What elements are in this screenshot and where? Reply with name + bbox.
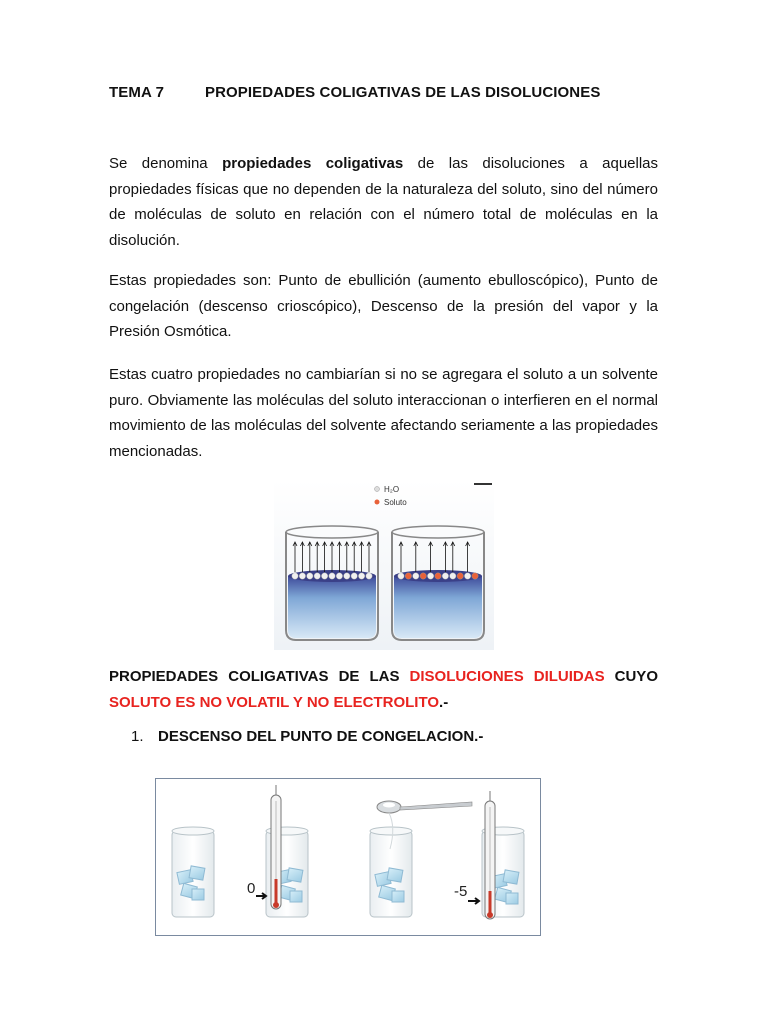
solute-legend-label: Soluto [384, 498, 407, 507]
freezing-illustration [156, 779, 540, 935]
water-particle [336, 573, 342, 579]
h2o-legend-dot [375, 487, 380, 492]
solute-legend-dot [375, 500, 380, 505]
beakers-figure [274, 480, 494, 650]
water-particle [450, 573, 456, 579]
h2o-legend-label: H₂O [384, 485, 400, 494]
paragraph-properties: Estas propiedades son: Punto de ebullición (aumento ebulloscópico), Punto de congelación (descenso crioscópico), Descenso de la presión del vapor y la Presión Osmótica. [109, 272, 658, 340]
water-particle [344, 573, 350, 579]
arrow-icon [468, 898, 479, 904]
spoon-icon [377, 801, 472, 813]
paragraph-definition [109, 151, 658, 253]
solute-particle [420, 573, 426, 579]
water-particle [351, 573, 357, 579]
water-particle [398, 573, 404, 579]
heading-text: PROPIEDADES COLIGATIVAS DE LAS [109, 668, 410, 685]
water-particle [292, 573, 298, 579]
water-particle [413, 573, 419, 579]
page-title [109, 84, 600, 101]
paragraph-explanation: Estas cuatro propiedades no cambiarían si no se agregara el soluto a un solvente puro. Obviamente las moléculas del soluto interaccionan o interfieren en el normal movimiento de las moléculas del solvente afectando seriamente a las propiedades mencionadas. [109, 366, 658, 460]
list-number: 1. [131, 728, 144, 745]
water-particle [442, 573, 448, 579]
solute-particle [405, 573, 411, 579]
temperature-label-0: 0 [247, 880, 256, 897]
heading-text: CUYO [604, 668, 658, 685]
solute-particle [457, 573, 463, 579]
glass-ice-3 [370, 813, 412, 917]
freezing-point-figure [155, 778, 541, 936]
solute-particle [472, 573, 478, 579]
temperature-label-minus5: -5 [454, 883, 468, 900]
heading-highlight: DISOLUCIONES DILUIDAS [409, 668, 605, 685]
section-heading [109, 664, 658, 716]
water-particle [299, 573, 305, 579]
list-item [131, 728, 483, 745]
list-item-text: DESCENSO DEL PUNTO DE CONGELACION.- [158, 728, 484, 745]
heading-highlight: SOLUTO ES NO VOLATIL Y NO ELECTROLITO [109, 694, 440, 711]
topic-number: TEMA 7 [109, 84, 165, 101]
water-particle [464, 573, 470, 579]
bold-term: propiedades coligativas [222, 155, 404, 172]
beakers-illustration [274, 480, 494, 650]
thermometer-2 [485, 791, 495, 919]
heading-text: .- [439, 694, 449, 711]
water-particle [329, 573, 335, 579]
water-particle [427, 573, 433, 579]
water-particle [358, 573, 364, 579]
arrow-icon [256, 893, 266, 899]
paragraph-text: Se denomina [109, 155, 223, 172]
water-particle [314, 573, 320, 579]
thermometer-1 [271, 785, 281, 909]
water-particle [366, 573, 372, 579]
solute-particle [435, 573, 441, 579]
paragraph-text: de las disoluciones a aquellas propiedades físicas que no dependen de la naturaleza del soluto, sino del número de moléculas de soluto en relación con el número total de moléculas en la disolución. [109, 155, 659, 249]
topic-title: PROPIEDADES COLIGATIVAS DE LAS DISOLUCIONES [205, 84, 601, 101]
water-particle [307, 573, 313, 579]
water-particle [321, 573, 327, 579]
glass-ice-1 [172, 827, 214, 917]
